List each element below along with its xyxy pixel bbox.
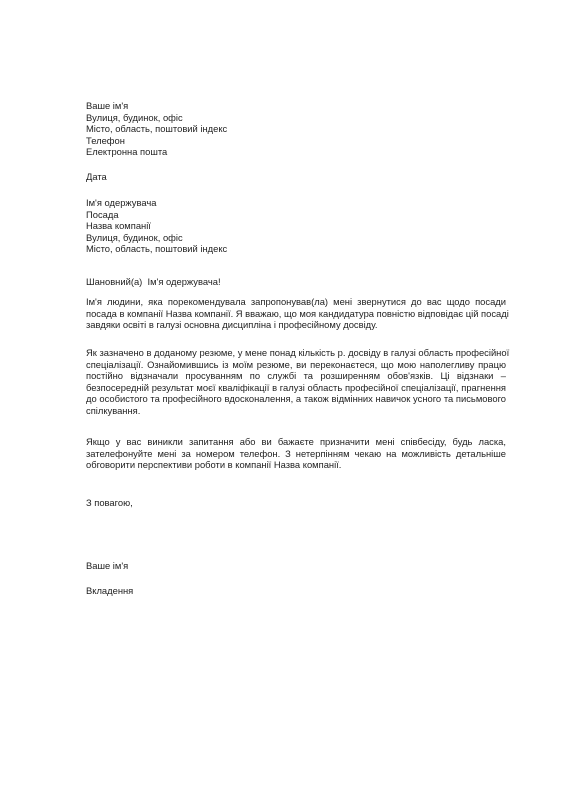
sender-name: Ваше ім'я	[86, 100, 129, 111]
body-paragraph-2	[86, 347, 510, 417]
enclosure-note: Вкладення	[86, 585, 134, 596]
salutation: Шановний(а) Ім'я одержувача!	[86, 276, 221, 287]
paragraph-line: безпосередній результат моєї кваліфікації в галузі область професійної спеціалізації, прагнення	[86, 381, 506, 393]
signature-name: Ваше ім'я	[86, 560, 129, 571]
paragraph-line: посада в компанії Назва компанії. Я вважаю, що моя кандидатура повністю відповідає цій посаді	[86, 307, 509, 319]
recipient-name: Ім'я одержувача	[86, 197, 157, 208]
enclosure-block	[86, 585, 506, 597]
sender-block	[86, 100, 506, 158]
paragraph-line: спеціалізації. Ознайомившись із моїм резюме, ви переконаєтеся, що мою наполегливу працю	[86, 358, 506, 370]
paragraph-line: обговорити перспективи роботи в компанії Назва компанії.	[86, 459, 342, 471]
paragraph-line: завдяки освіті в галузі основна дисципліна і професійному досвіду.	[86, 319, 378, 331]
recipient-address: Вулиця, будинок, офіс	[86, 231, 183, 243]
recipient-city: Місто, область, поштовий індекс	[86, 243, 228, 255]
paragraph-line: спілкування.	[86, 404, 141, 416]
body-paragraph-3	[86, 436, 506, 471]
sender-phone: Телефон	[86, 134, 125, 146]
recipient-company: Назва компанії	[86, 220, 151, 232]
letter-date: Дата	[86, 171, 107, 182]
closing-block	[86, 497, 506, 509]
sender-city: Місто, область, поштовий індекс	[86, 123, 228, 135]
recipient-position: Посада	[86, 208, 119, 220]
body-paragraph-1	[86, 296, 509, 331]
paragraph-line: Якщо у вас виникли запитання або ви бажаєте призначити мені співбесіду, будь ласка,	[86, 436, 506, 447]
paragraph-line: до особистого та професійного вдосконалення, а також відмінних навичок усного та письмового	[86, 393, 506, 405]
sender-address: Вулиця, будинок, офіс	[86, 111, 183, 123]
paragraph-line: Ім'я людини, яка порекомендувала запропонував(ла) мені звернутися до вас щодо посади	[86, 296, 506, 307]
signature-block	[86, 560, 506, 572]
recipient-block	[86, 197, 506, 255]
date-block	[86, 171, 506, 183]
paragraph-line: зателефонуйте мені за номером телефон. З нетерпінням чекаю на можливість детальніше	[86, 447, 506, 459]
closing: З повагою,	[86, 497, 133, 508]
paragraph-line: Як зазначено в доданому резюме, у мене понад кількість р. досвіду в галузі область професійної	[86, 347, 510, 358]
sender-email: Електронна пошта	[86, 146, 168, 158]
paragraph-line: постійно відзначали просуванням по службі та розширенням обов'язків. Ці відзнаки –	[86, 370, 506, 382]
salutation-block	[86, 276, 506, 288]
